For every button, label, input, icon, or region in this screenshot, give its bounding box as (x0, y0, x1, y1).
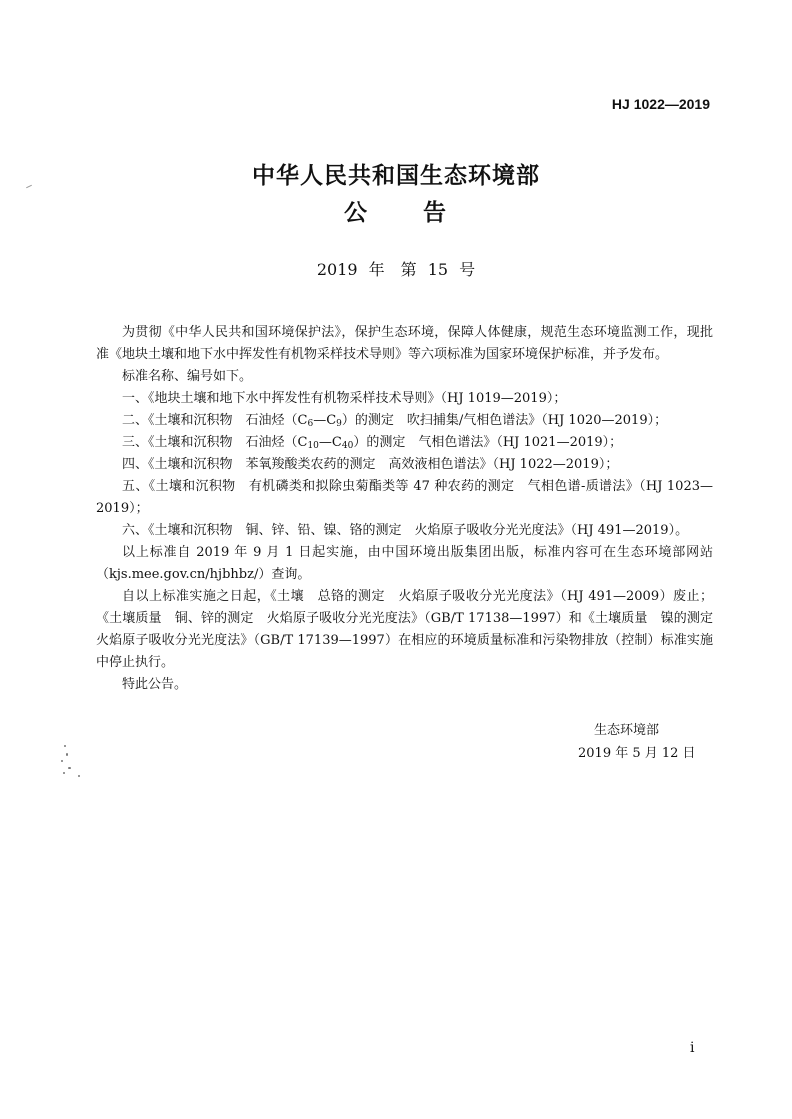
issue-number: 2019 年 第 15 号 (316, 260, 476, 279)
scan-speck (66, 753, 68, 756)
standard-item-2 (96, 410, 713, 432)
standard-code: HJ 1022—2019 (611, 96, 710, 112)
announcement-body (96, 322, 727, 696)
intro-paragraph: 为贯彻《中华人民共和国环境保护法》，保护生态环境，保障人体健康，规范生态环境监测工作，现批准《地块土壤和地下水中挥发性有机物采样技术导则》等六项标准为国家环境保护标准，并予发布。 (96, 325, 713, 362)
item-3-mid: —C (318, 435, 342, 450)
repeal-paragraph: 自以上标准实施之日起，《土壤 总铬的测定 火焰原子吸收分光光度法》（HJ 491—2009）废止；《土壤质量 铜、锌的测定 火焰原子吸收分光光度法》（GB/T 17138—1997）和《土壤质量 镍的测定 火焰原子吸收分光光度法》（GB/T 17139—1997）在相应的环境质量标准和污染物排放（控制）标准实施中停止执行。 (96, 589, 727, 670)
scan-speck (64, 745, 66, 747)
standard-item-1: 一、《地块土壤和地下水中挥发性有机物采样技术导则》（HJ 1019—2019）； (122, 391, 567, 406)
item-2-prefix: 二、《土壤和沉积物 石油烃（C (122, 413, 308, 428)
signature-organization: 生态环境部 (594, 723, 660, 738)
standard-item-6: 六、《土壤和沉积物 铜、锌、铅、镍、铬的测定 火焰原子吸收分光光度法》（HJ 491—2019）。 (122, 523, 689, 538)
item-3-subscript-2: 40 (341, 441, 354, 451)
document-type-title: 公 告 (343, 200, 470, 226)
item-2-mid: —C (313, 413, 337, 428)
item-2-subscript-1: 6 (307, 419, 314, 429)
item-2-subscript-2: 9 (336, 419, 342, 429)
closing-line: 特此公告。 (122, 677, 188, 692)
standard-item-4: 四、《土壤和沉积物 苯氧羧酸类农药的测定 高效液相色谱法》（HJ 1022—2019）； (122, 457, 619, 472)
item-3-suffix: ）的测定 气相色谱法》（HJ 1021—2019）； (353, 435, 623, 450)
scan-speck (68, 767, 71, 769)
list-intro: 标准名称、编号如下。 (122, 369, 253, 384)
implementation-paragraph: 以上标准自 2019 年 9 月 1 日起实施，由中国环境出版集团出版，标准内容可在生态环境部网站（kjs.mee.gov.cn/hjbhbz/）查询。 (96, 545, 713, 582)
page-number: i (690, 1040, 695, 1056)
scan-speck (63, 772, 65, 774)
standard-item-3 (96, 432, 713, 454)
item-2-suffix: ）的测定 吹扫捕集/气相色谱法》（HJ 1020—2019）； (341, 413, 668, 428)
standard-item-5: 五、《土壤和沉积物 有机磷类和拟除虫菊酯类等 47 种农药的测定 气相色谱-质谱法》（HJ 1023—2019）； (96, 479, 713, 516)
scan-speck (78, 775, 80, 777)
item-3-prefix: 三、《土壤和沉积物 石油烃（C (122, 435, 308, 450)
item-3-subscript-1: 10 (307, 441, 319, 451)
signature-date: 2019 年 5 月 12 日 (578, 746, 696, 761)
scan-speck (61, 760, 63, 762)
issuing-organization-title: 中华人民共和国生态环境部 (252, 163, 540, 189)
